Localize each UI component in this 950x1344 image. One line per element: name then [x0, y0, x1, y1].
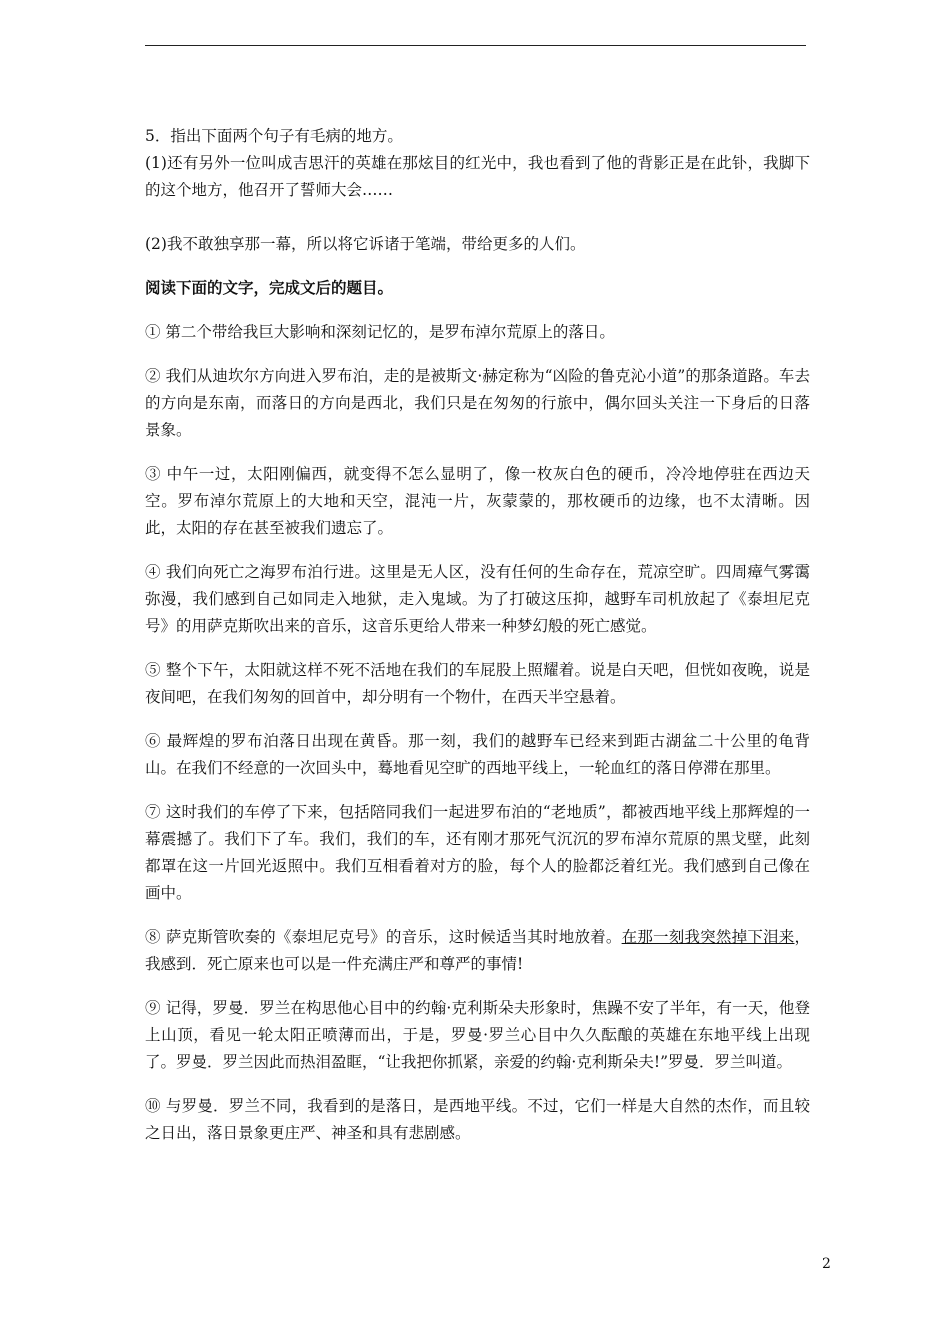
- question-5-sentence-2: (2)我不敢独享那一幕，所以将它诉诸于笔端，带给更多的人们。: [145, 235, 586, 253]
- question-5-title: 5．指出下面两个句子有毛病的地方。: [145, 127, 403, 145]
- page-number: 2: [822, 1256, 831, 1272]
- header-rule: [145, 45, 806, 46]
- paragraph-8-underlined-sentence: 在那一刻我突然掉下泪来: [621, 928, 795, 946]
- paragraph-2: ② 我们从迪坎尔方向进入罗布泊，走的是被斯文·赫定称为“凶险的鲁克沁小道”的那条道路。车去的方向是东南，而落日的方向是西北，我们只是在匆匆的行旅中，偶尔回头关注一下身后的日落景象。: [145, 367, 810, 439]
- paragraph-6: ⑥ 最辉煌的罗布泊落日出现在黄昏。那一刻，我们的越野车已经来到距古湖盆二十公里的龟背山。在我们不经意的一次回头中，蓦地看见空旷的西地平线上，一轮血红的落日停滞在那里。: [145, 732, 810, 777]
- paragraph-10: ⑩ 与罗曼．罗兰不同，我看到的是落日，是西地平线。不过，它们一样是大自然的杰作，而且较之日出，落日景象更庄严、神圣和具有悲剧感。: [145, 1097, 810, 1142]
- paragraph-8: [145, 924, 810, 978]
- paragraph-9: ⑨ 记得，罗曼．罗兰在构思他心目中的约翰·克利斯朵夫形象时，焦躁不安了半年，有一天，他登上山顶，看见一轮太阳正喷薄而出，于是，罗曼·罗兰心目中久久酝酿的英雄在东地平线上出现了。罗曼．罗兰因此而热泪盈眶，“让我把你抓紧，亲爱的约翰·克利斯朵夫!”罗曼．罗兰叫道。: [145, 999, 810, 1071]
- paragraph-4: ④ 我们向死亡之海罗布泊行进。这里是无人区，没有任何的生命存在，荒凉空旷。四周瘴气雾霭弥漫，我们感到自己如同走入地狱，走入鬼域。为了打破这压抑，越野车司机放起了《泰坦尼克号》的用萨克斯吹出来的音乐，这音乐更给人带来一种梦幻般的死亡感觉。: [145, 563, 810, 635]
- paragraph-8-lead: ⑧ 萨克斯管吹奏的《泰坦尼克号》的音乐，这时候适当其时地放着。: [145, 928, 622, 946]
- paragraph-3: ③ 中午一过，太阳刚偏西，就变得不怎么显明了，像一枚灰白色的硬币，冷冷地停驻在西边天空。罗布淖尔荒原上的大地和天空，混沌一片，灰蒙蒙的，那枚硬币的边缘，也不太清晰。因此，太阳的存在甚至被我们遗忘了。: [145, 465, 810, 537]
- question-5-sentence-1: (1)还有另外一位叫成吉思汗的英雄在那炫目的红光中，我也看到了他的背影正是在此钋，我脚下的这个地方，他召开了誓师大会……: [145, 154, 810, 199]
- paragraph-1: ① 第二个带给我巨大影响和深刻记忆的，是罗布淖尔荒原上的落日。: [145, 323, 615, 341]
- paragraph-5: ⑤ 整个下午，太阳就这样不死不活地在我们的车屁股上照耀着。说是白天吧，但恍如夜晚，说是夜间吧，在我们匆匆的回首中，却分明有一个物什，在西天半空悬着。: [145, 661, 810, 706]
- reading-instruction: 阅读下面的文字，完成文后的题目。: [145, 279, 394, 297]
- document-body: [145, 123, 810, 1147]
- paragraph-8-tail: ，我感到．死亡原来也可以是一件充满庄严和尊严的事情!: [145, 928, 810, 973]
- paragraph-7: ⑦ 这时我们的车停了下来，包括陪同我们一起进罗布泊的“老地质”，都被西地平线上那辉煌的一幕震撼了。我们下了车。我们，我们的车，还有刚才那死气沉沉的罗布淖尔荒原的黑戈壁，此刻都罩在这一片回光返照中。我们互相看着对方的脸，每个人的脸都泛着红光。我们感到自己像在画中。: [145, 803, 810, 902]
